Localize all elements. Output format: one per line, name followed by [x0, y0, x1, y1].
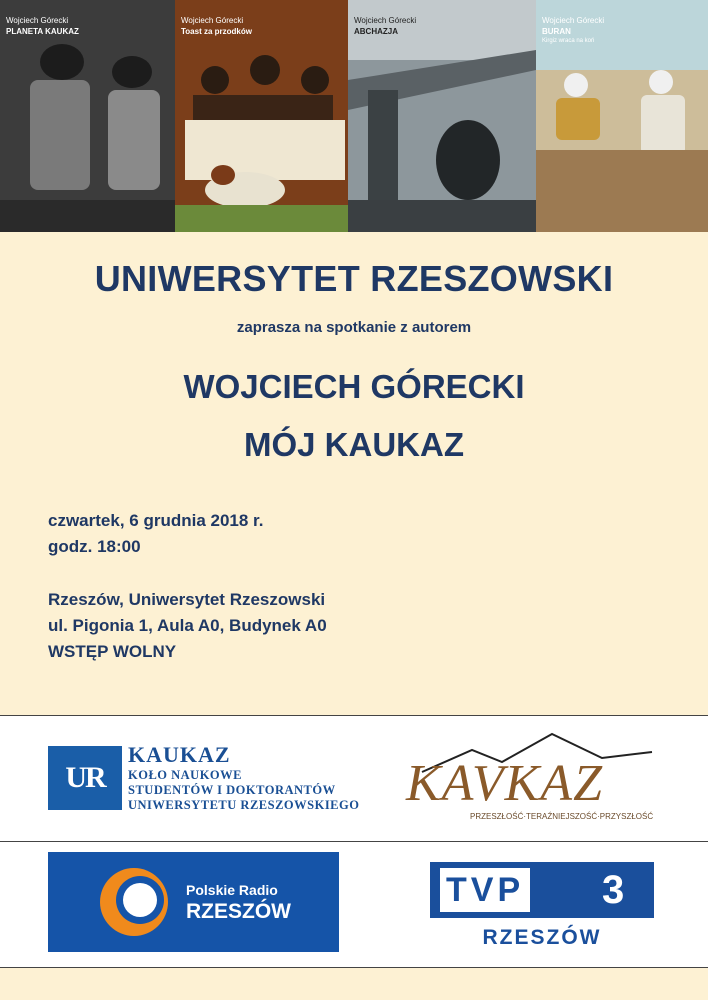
divider — [0, 967, 708, 968]
ur-logo-mark: UR — [65, 761, 105, 794]
event-entry: WSTĘP WOLNY — [48, 642, 177, 661]
kolo-line: UNIWERSYTETU RZESZOWSKIEGO — [128, 798, 360, 812]
kavkaz-tagline: PRZESZŁOŚĆ·TERAŹNIEJSZOŚĆ·PRZYSZŁOŚĆ — [470, 812, 654, 821]
book-title: ABCHAZJA — [354, 27, 398, 36]
sponsor-band-bottom — [0, 842, 708, 967]
radio-name: Polskie Radio — [186, 882, 278, 898]
book-title: PLANETA KAUKAZ — [6, 27, 79, 36]
book-author: Wojciech Górecki — [6, 16, 69, 25]
event-date: czwartek, 6 grudnia 2018 r. — [48, 511, 264, 530]
kolo-title: KAUKAZ — [128, 742, 231, 767]
event-time: godz. 18:00 — [48, 537, 141, 556]
radio-sun-icon — [94, 862, 174, 942]
tvp-channel-number: 3 — [602, 868, 625, 912]
book-subtitle: Kirgiz wraca na koń — [542, 38, 595, 44]
tvp-city: RZESZÓW — [482, 926, 602, 949]
event-datetime — [48, 508, 263, 560]
tvp3-logo — [430, 862, 654, 918]
event-title: MÓJ KAUKAZ — [244, 426, 464, 463]
radio-city: RZESZÓW — [186, 900, 291, 923]
ur-logo — [48, 746, 122, 810]
book-author: Wojciech Górecki — [542, 16, 605, 25]
book-cover-toast — [175, 0, 348, 232]
book-author: Wojciech Górecki — [181, 16, 244, 25]
author-name: WOJCIECH GÓRECKI — [183, 368, 525, 405]
book-cover-abchazja — [348, 0, 536, 232]
polskie-radio-logo — [48, 852, 339, 952]
sponsor-band-top — [0, 716, 708, 841]
kavkaz-wordmark: KAVKAZ — [406, 755, 603, 812]
book-title: Toast za przodków — [181, 27, 252, 36]
book-title: BURAN — [542, 27, 571, 36]
event-place-line1: Rzeszów, Uniwersytet Rzeszowski — [48, 590, 326, 609]
event-place-line2: ul. Pigonia 1, Aula A0, Budynek A0 — [48, 616, 327, 635]
book-cover-planeta-kaukaz — [0, 0, 175, 232]
event-location — [48, 587, 327, 665]
kavkaz-logo — [402, 728, 662, 828]
kolo-naukowe-text — [128, 742, 359, 813]
tvp-letters: TVP — [440, 868, 530, 912]
book-cover-buran — [536, 0, 708, 232]
organizer-heading: UNIWERSYTET RZESZOWSKI — [94, 258, 614, 299]
kolo-line: KOŁO NAUKOWE — [128, 768, 242, 782]
invitation-text: zaprasza na spotkanie z autorem — [236, 319, 472, 336]
book-covers-strip — [0, 0, 708, 232]
polskie-radio-text — [186, 882, 291, 924]
book-author: Wojciech Górecki — [354, 16, 417, 25]
kolo-line: STUDENTÓW I DOKTORANTÓW — [128, 783, 336, 797]
